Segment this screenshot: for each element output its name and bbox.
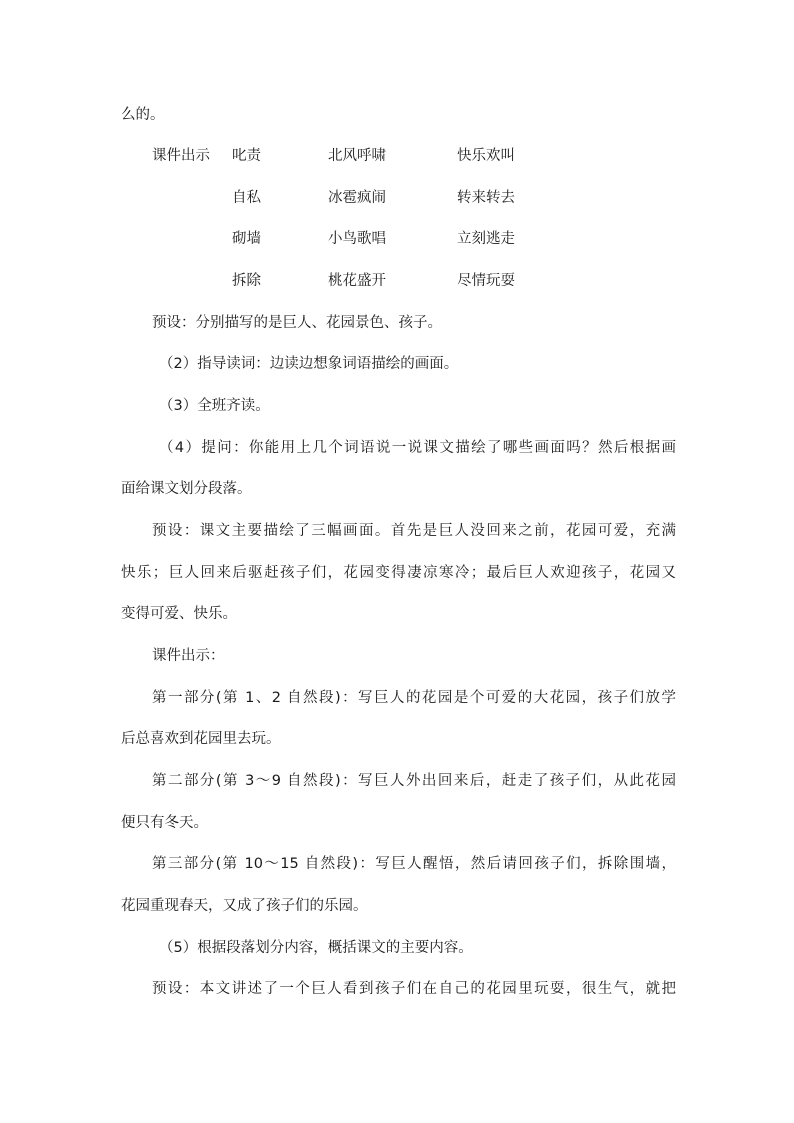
word-cell: 自私 xyxy=(232,190,261,206)
word-cell: 冰雹疯闹 xyxy=(328,190,386,206)
text-line: 课件出示： xyxy=(152,648,225,664)
word-cell: 叱责 xyxy=(232,148,261,164)
word-cell: 砌墙 xyxy=(232,231,261,247)
word-cell: 桃花盛开 xyxy=(328,273,386,289)
text-line: （5）根据段落划分内容，概括课文的主要内容。 xyxy=(159,940,473,956)
word-table-label: 课件出示 xyxy=(152,148,210,164)
text-line: 面给课文划分段落。 xyxy=(121,481,252,497)
text-line: （2）指导读词：边读边想象词语描绘的画面。 xyxy=(159,356,459,372)
text-line: 预设：课文主要描绘了三幅画面。首先是巨人没回来之前，花园可爱，充满 xyxy=(152,523,676,539)
text-line: 快乐；巨人回来后驱赶孩子们，花园变得凄凉寒冷；最后巨人欢迎孩子，花园又 xyxy=(121,565,676,581)
text-line: 后总喜欢到花园里去玩。 xyxy=(121,731,281,747)
text-line: （3）全班齐读。 xyxy=(159,398,270,414)
text-line: 花园重现春天，又成了孩子们的乐园。 xyxy=(121,898,368,914)
word-cell: 拆除 xyxy=(232,273,261,289)
text-line: 预设：分别描写的是巨人、花园景色、孩子。 xyxy=(152,315,442,331)
text-line: 变得可爱、快乐。 xyxy=(121,606,237,622)
word-cell: 快乐欢叫 xyxy=(457,148,515,164)
text-line: 么的。 xyxy=(121,107,165,123)
word-cell: 转来转去 xyxy=(457,190,515,206)
text-line: 便只有冬天。 xyxy=(121,815,208,831)
text-line: 第一部分(第 1、2 自然段)：写巨人的花园是个可爱的大花园，孩子们放学 xyxy=(152,690,676,706)
word-cell: 北风呼啸 xyxy=(328,148,386,164)
text-line: 第三部分(第 10～15 自然段)：写巨人醒悟，然后请回孩子们，拆除围墙， xyxy=(152,856,676,872)
word-cell: 尽情玩耍 xyxy=(457,273,515,289)
text-line: 预设：本文讲述了一个巨人看到孩子们在自己的花园里玩耍，很生气，就把 xyxy=(152,981,676,997)
word-cell: 小鸟歌唱 xyxy=(328,231,386,247)
text-line: （4）提问：你能用上几个词语说一说课文描绘了哪些画面吗？然后根据画 xyxy=(159,440,676,456)
word-cell: 立刻逃走 xyxy=(457,231,515,247)
text-line: 第二部分(第 3～9 自然段)：写巨人外出回来后，赶走了孩子们，从此花园 xyxy=(152,773,676,789)
